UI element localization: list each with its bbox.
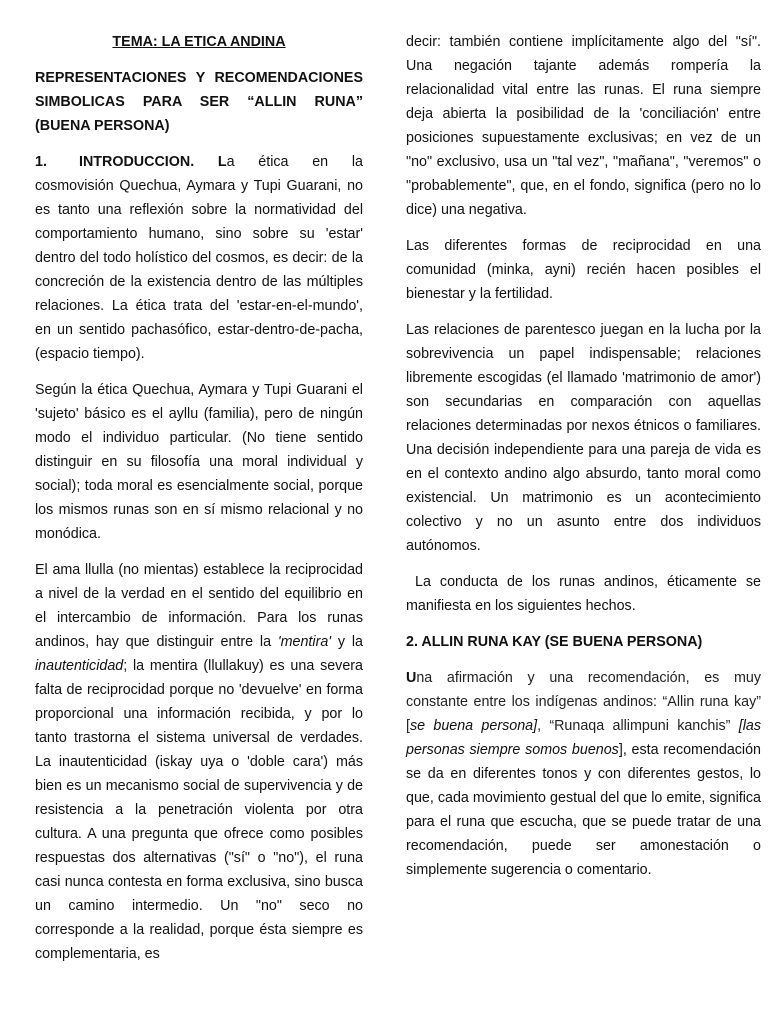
paragraph-allin-runa [406, 666, 761, 882]
text-run: El ama llulla (no mientas) establece la reciprocidad a nivel de la verdad en el sentido del equilibrio en el intercambio de información. Para los runas andinos, hay que distinguir entre la [35, 562, 363, 650]
paragraph-ama-llulla [35, 558, 363, 966]
section-heading: REPRESENTACIONES Y RECOMENDACIONES SIMBOLICAS PARA SER “ALLIN RUNA” (BUENA PERSONA) [35, 70, 363, 134]
paragraph-sujeto: Según la ética Quechua, Aymara y Tupi Guarani el 'sujeto' básico es el ayllu (familia), pero de ningún modo el individuo particular. (No tiene sentido distinguir en su filosofía una moral individual y social); toda moral es esencialmente social, porque los mismos runas son en sí mismo relacional y no monódica. [35, 382, 363, 542]
paragraph-continuation: decir: también contiene implícitamente algo del "sí". Una negación tajante además rompería la relacionalidad vital entre las runas. El runa siempre deja abierta la posibilidad de la 'conciliación' entre posiciones supuestamente exclusivas; en vez de un "no" exclusivo, usa un "tal vez", "mañana", "veremos" o "probablemente", que, en el fondo, significa (pero no lo dice) una negativa. [406, 34, 761, 218]
section2-title: 2. ALLIN RUNA KAY (SE BUENA PERSONA) [406, 634, 703, 650]
text-run: , “Runaqa allimpuni kanchis” [537, 718, 739, 734]
drop-letter: U [406, 670, 417, 686]
text-run-italic: [las personas siempre somos buenos [406, 718, 761, 758]
paragraph-parentesco: Las relaciones de parentesco juegan en la lucha por la sobrevivencia un papel indispensable; relaciones libremente escogidas (el llamado 'matrimonio de amor') son secundarias en comparación con aquellas relaciones determinadas por nexos étnicos o familiares. Una decisión independiente para una pareja de vida es en el contexto andino algo absurdo, tanto moral como existencial. Un matrimonio es un acontecimiento colectivo y no un asunto entre dos individuos autónomos. [406, 322, 761, 554]
left-column [35, 30, 363, 978]
text-run: ; la mentira (llullakuy) es una severa falta de reciprocidad porque no 'devuelve' en forma proporcional una información recibida, y por lo tanto trastorna el sistema universal de verdades. La inautenticidad (iskay uya o 'doble cara') más bien es un mecanismo social de supervivencia y de resistencia a la penetración violenta por otra cultura. A una pregunta que ofrece como posibles respuestas dos alternativas ("sí" o "no"), el runa casi nunca contesta en forma exclusiva, sino busca un camino intermedio. Un "no" seco no corresponde a la realidad, porque ésta siempre es complementaria, es [35, 658, 363, 962]
right-column [406, 30, 765, 894]
text-run-italic: se buena persona] [409, 718, 538, 734]
intro-text: a ética en la cosmovisión Quechua, Aymara y Tupi Guarani, no es tanto una reflexión sobre la normatividad del comportamiento humano, sino sobre su 'estar' dentro del todo holístico del cosmos, es decir: de la concreción de la existencia dentro de las múltiples relaciones. La ética trata del 'estar-en-el-mundo', en un sentido pachasófico, estar-dentro-de-pacha, (espacio tiempo). [35, 154, 363, 362]
paragraph-reciprocidad: Las diferentes formas de reciprocidad en una comunidad (minka, ayni) recién hacen posibles el bienestar y la fertilidad. [406, 238, 761, 302]
text-run: ], esta recomendación se da en diferentes tonos y con diferentes gestos, lo que, cada movimiento gestual del que lo emite, significa para el runa que escucha, que se puede tratar de una recomendación, puede ser amonestación o simplemente sugerencia o comentario. [406, 742, 762, 878]
document-title: TEMA: LA ETICA ANDINA [112, 34, 286, 50]
text-run-italic: inautenticidad [35, 658, 124, 674]
paragraph-conducta: La conducta de los runas andinos, éticamente se manifiesta en los siguientes hechos. [406, 574, 765, 614]
intro-paragraph [35, 150, 363, 366]
text-run: na afirmación y una recomendación, es muy constante entre los indígenas andinos: “Allin runa kay” [ [406, 670, 761, 734]
intro-title: INTRODUCCION. L [79, 154, 227, 170]
text-run: y la [331, 634, 363, 650]
text-run-italic: 'mentira' [277, 634, 332, 650]
intro-number: 1. [35, 154, 47, 170]
